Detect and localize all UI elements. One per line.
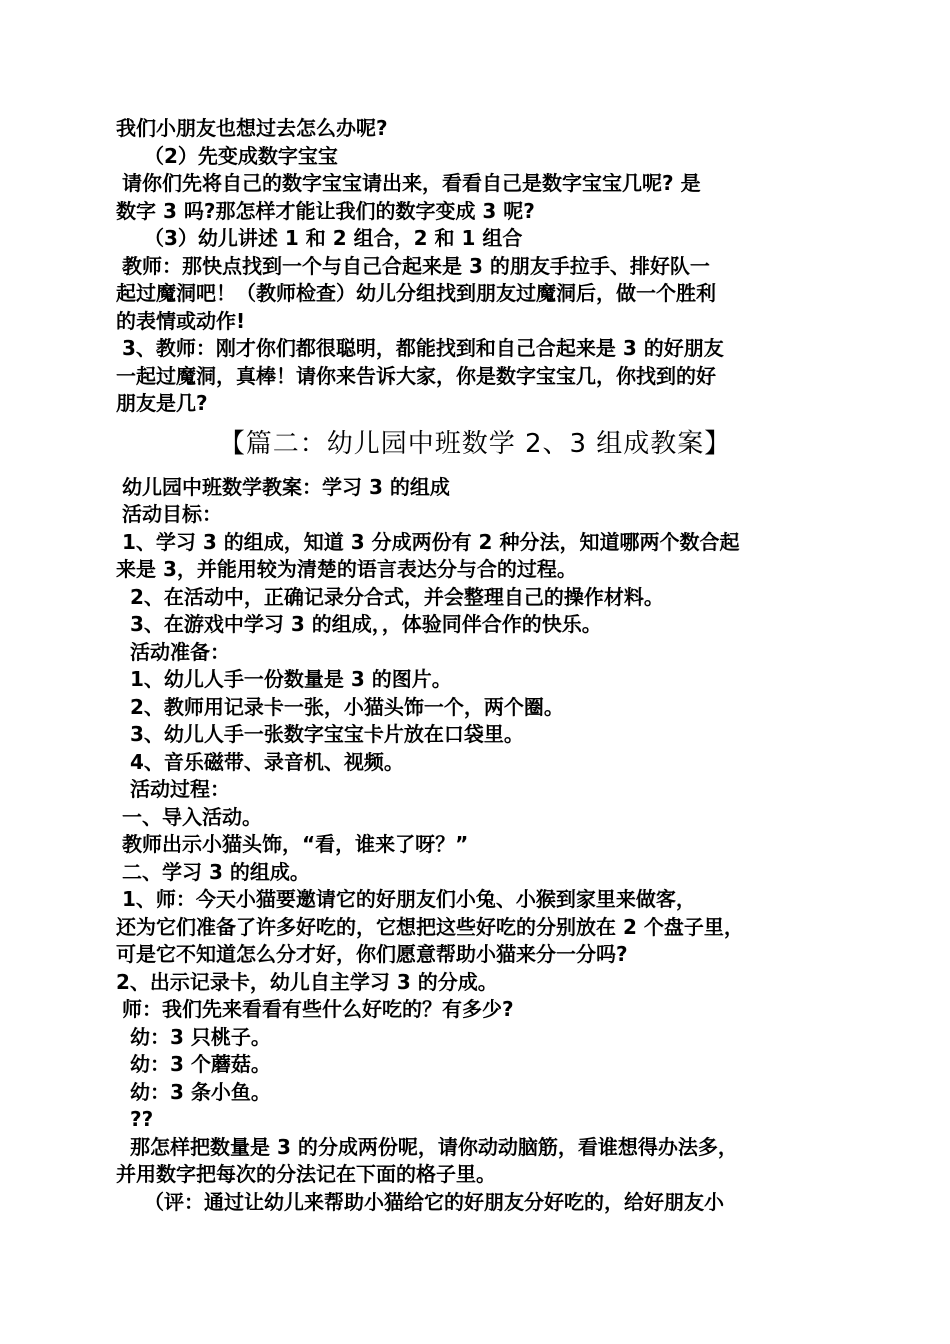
paragraph-line: 3、在游戏中学习 3 的组成，，体验同伴合作的快乐。 (130, 612, 602, 636)
subheading-line: （3）幼儿讲述 1 和 2 组合，2 和 1 组合 (144, 226, 523, 250)
list-item: 4、音乐磁带、录音机、视频。 (130, 749, 404, 774)
document-body (0, 115, 950, 1216)
subheading-line: 活动准备： (130, 639, 230, 664)
paragraph-line: 一起过魔洞，真棒！请你来告诉大家，你是数字宝宝几，你找到的好 (116, 363, 716, 388)
paragraph-line: 1、师：今天小猫要邀请它的好朋友们小兔、小猴到家里来做客， (122, 887, 696, 911)
paragraph-line: 并用数字把每次的分法记在下面的格子里。 (116, 1162, 496, 1186)
paragraph-line: 3、教师：刚才你们都很聪明，都能找到和自己合起来是 3 的好朋友 (122, 336, 724, 360)
paragraph-line: 来是 3，并能用较为清楚的语言表达分与合的过程。 (116, 557, 577, 581)
list-item: 1、幼儿人手一份数量是 3 的图片。 (130, 667, 452, 691)
paragraph-line: 1、学习 3 的组成，知道 3 分成两份有 2 种分法，知道哪两个数合起 (122, 529, 740, 554)
subheading-line: 活动过程： (130, 777, 230, 801)
paragraph-line: 2、出示记录卡，幼儿自主学习 3 的分成。 (116, 969, 498, 994)
ellipsis-line: ?? (130, 1107, 154, 1131)
paragraph-line: 的表情或动作! (116, 308, 246, 333)
subheading-line: 一、导入活动。 (122, 804, 262, 829)
paragraph-line: 教师：那快点找到一个与自己合起来是 3 的朋友手拉手、排好队一 (122, 253, 710, 278)
paragraph-line: 数字 3 吗?那怎样才能让我们的数字变成 3 呢? (116, 198, 535, 223)
subheading-line: 二、学习 3 的组成。 (122, 859, 310, 884)
paragraph-line: 可是它不知道怎么分才好，你们愿意帮助小猫来分一分吗? (116, 942, 628, 966)
subheading-line: 活动目标： (122, 502, 222, 526)
paragraph-line: 2、在活动中，正确记录分合式，并会整理自己的操作材料。 (130, 584, 664, 609)
paragraph-line: 那怎样把数量是 3 的分成两份呢，请你动动脑筋，看谁想得办法多， (130, 1134, 738, 1159)
paragraph-line: 请你们先将自己的数字宝宝请出来，看看自己是数字宝宝几呢? 是 (122, 171, 701, 195)
list-item: 2、教师用记录卡一张，小猫头饰一个，两个圈。 (130, 694, 564, 719)
subheading-line: （2）先变成数字宝宝 (144, 143, 338, 168)
paragraph-line: （评：通过让幼儿来帮助小猫给它的好朋友分好吃的，给好朋友小 (144, 1189, 724, 1214)
section-heading: 【篇二：幼儿园中班数学 2、3 组成教案】 (218, 428, 732, 459)
dialogue-line: 幼：3 只桃子。 (130, 1024, 271, 1049)
dialogue-line: 师：我们先来看看有些什么好吃的？有多少? (122, 997, 514, 1021)
paragraph-line: 还为它们准备了许多好吃的，它想把这些好吃的分别放在 2 个盘子里， (116, 914, 744, 939)
list-item: 3、幼儿人手一张数字宝宝卡片放在口袋里。 (130, 722, 524, 746)
dialogue-line: 幼：3 条小鱼。 (130, 1079, 271, 1104)
paragraph-line: 朋友是几? (116, 391, 208, 415)
paragraph-line: 起过魔洞吧！（教师检查）幼儿分组找到朋友过魔洞后，做一个胜利 (116, 281, 716, 305)
paragraph-line: 我们小朋友也想过去怎么办呢? (116, 116, 388, 140)
dialogue-line: 幼：3 个蘑菇。 (130, 1052, 271, 1076)
paragraph-line: 教师出示小猫头饰，“看，谁来了呀？” (122, 832, 469, 856)
lesson-title: 幼儿园中班数学教案：学习 3 的组成 (122, 474, 450, 499)
